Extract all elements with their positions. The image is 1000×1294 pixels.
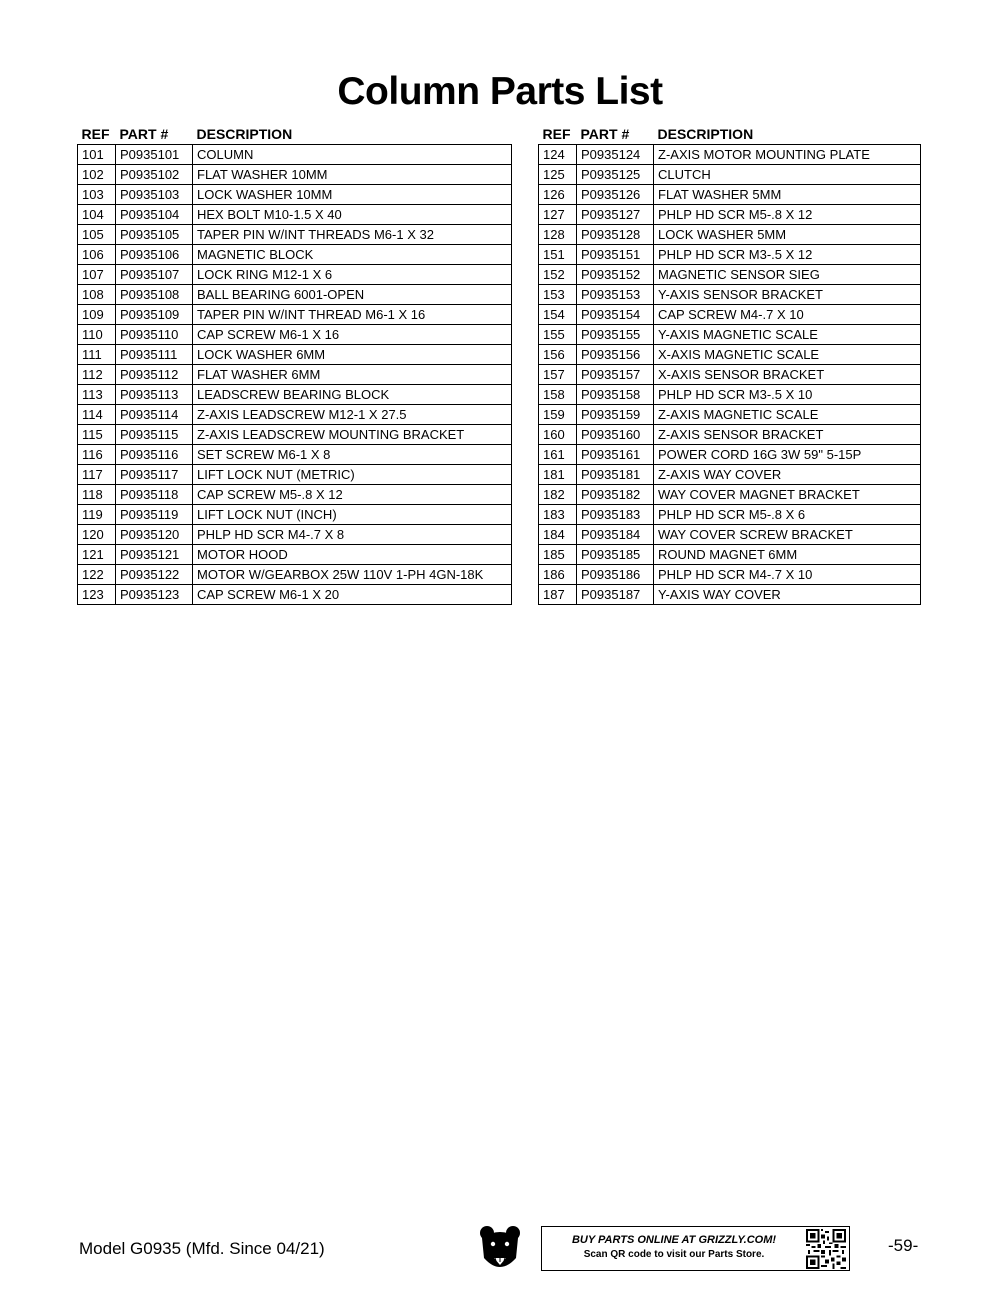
table-row: [539, 425, 921, 445]
ref-cell: 103: [78, 185, 116, 205]
table-row: [539, 225, 921, 245]
table-row: [539, 245, 921, 265]
part-number-cell: P0935101: [116, 145, 193, 165]
part-number-cell: P0935186: [577, 565, 654, 585]
ref-cell: 160: [539, 425, 577, 445]
ref-cell: 161: [539, 445, 577, 465]
table-row: [539, 165, 921, 185]
part-number-cell: P0935113: [116, 385, 193, 405]
ref-cell: 101: [78, 145, 116, 165]
description-cell: WAY COVER MAGNET BRACKET: [654, 485, 921, 505]
ref-cell: 158: [539, 385, 577, 405]
description-cell: CAP SCREW M5-.8 X 12: [193, 485, 512, 505]
bear-logo-icon: [478, 1224, 522, 1274]
table-row: [539, 545, 921, 565]
part-number-cell: P0935159: [577, 405, 654, 425]
description-cell: PHLP HD SCR M4-.7 X 10: [654, 565, 921, 585]
description-cell: Y-AXIS MAGNETIC SCALE: [654, 325, 921, 345]
ref-cell: 187: [539, 585, 577, 605]
table-row: [78, 465, 512, 485]
table-row: [78, 545, 512, 565]
part-number-cell: P0935158: [577, 385, 654, 405]
description-cell: LOCK WASHER 5MM: [654, 225, 921, 245]
description-cell: LIFT LOCK NUT (INCH): [193, 505, 512, 525]
ref-cell: 106: [78, 245, 116, 265]
scan-qr-text: Scan QR code to visit our Parts Store.: [583, 1249, 765, 1260]
description-cell: CAP SCREW M4-.7 X 10: [654, 305, 921, 325]
ref-cell: 113: [78, 385, 116, 405]
ref-cell: 124: [539, 145, 577, 165]
table-row: [539, 185, 921, 205]
table-row: [539, 205, 921, 225]
table-row: [78, 425, 512, 445]
description-header: DESCRIPTION: [657, 126, 754, 142]
description-cell: PHLP HD SCR M5-.8 X 12: [654, 205, 921, 225]
table-row: [539, 465, 921, 485]
description-cell: FLAT WASHER 6MM: [193, 365, 512, 385]
part-number-cell: P0935111: [116, 345, 193, 365]
part-number-cell: P0935118: [116, 485, 193, 505]
part-number-cell: P0935184: [577, 525, 654, 545]
table-row: [78, 285, 512, 305]
part-number-cell: P0935112: [116, 365, 193, 385]
table-row: [78, 525, 512, 545]
ref-cell: 155: [539, 325, 577, 345]
description-cell: Y-AXIS SENSOR BRACKET: [654, 285, 921, 305]
part-number-cell: P0935121: [116, 545, 193, 565]
description-cell: MAGNETIC SENSOR SIEG: [654, 265, 921, 285]
part-number-cell: P0935123: [116, 585, 193, 605]
table-row: [78, 245, 512, 265]
description-cell: MAGNETIC BLOCK: [193, 245, 512, 265]
part-number-cell: P0935181: [577, 465, 654, 485]
part-number-cell: P0935125: [577, 165, 654, 185]
part-number-cell: P0935119: [116, 505, 193, 525]
table-header: [539, 122, 921, 145]
description-cell: POWER CORD 16G 3W 59" 5-15P: [654, 445, 921, 465]
ref-cell: 108: [78, 285, 116, 305]
ref-cell: 104: [78, 205, 116, 225]
part-number-cell: P0935153: [577, 285, 654, 305]
description-cell: TAPER PIN W/INT THREAD M6-1 X 16: [193, 305, 512, 325]
ref-cell: 110: [78, 325, 116, 345]
part-number-cell: P0935109: [116, 305, 193, 325]
ref-cell: 116: [78, 445, 116, 465]
ref-cell: 115: [78, 425, 116, 445]
table-row: [78, 185, 512, 205]
parts-table-right: [538, 122, 921, 605]
ref-cell: 105: [78, 225, 116, 245]
part-number-cell: P0935155: [577, 325, 654, 345]
ref-cell: 112: [78, 365, 116, 385]
part-number-cell: P0935120: [116, 525, 193, 545]
ref-cell: 121: [78, 545, 116, 565]
table-row: [78, 405, 512, 425]
description-cell: FLAT WASHER 5MM: [654, 185, 921, 205]
description-cell: LIFT LOCK NUT (METRIC): [193, 465, 512, 485]
table-row: [78, 365, 512, 385]
table-row: [539, 565, 921, 585]
part-header: PART #: [119, 126, 169, 142]
ref-cell: 151: [539, 245, 577, 265]
description-cell: ROUND MAGNET 6MM: [654, 545, 921, 565]
ref-header: REF: [542, 126, 571, 142]
table-row: [539, 365, 921, 385]
table-row: [78, 305, 512, 325]
ref-cell: 117: [78, 465, 116, 485]
table-row: [78, 345, 512, 365]
table-row: [78, 325, 512, 345]
table-row: [78, 145, 512, 165]
description-cell: LOCK WASHER 6MM: [193, 345, 512, 365]
table-row: [539, 305, 921, 325]
table-row: [539, 405, 921, 425]
ref-cell: 125: [539, 165, 577, 185]
table-row: [78, 385, 512, 405]
table-row: [539, 325, 921, 345]
ref-cell: 102: [78, 165, 116, 185]
part-number-cell: P0935161: [577, 445, 654, 465]
ref-cell: 157: [539, 365, 577, 385]
part-number-cell: P0935116: [116, 445, 193, 465]
description-cell: CAP SCREW M6-1 X 16: [193, 325, 512, 345]
part-number-cell: P0935128: [577, 225, 654, 245]
description-cell: COLUMN: [193, 145, 512, 165]
part-number-cell: P0935154: [577, 305, 654, 325]
part-number-cell: P0935115: [116, 425, 193, 445]
ref-cell: 154: [539, 305, 577, 325]
description-header: DESCRIPTION: [196, 126, 293, 142]
ref-cell: 109: [78, 305, 116, 325]
table-row: [78, 205, 512, 225]
description-cell: X-AXIS MAGNETIC SCALE: [654, 345, 921, 365]
table-row: [78, 265, 512, 285]
table-row: [78, 485, 512, 505]
ref-cell: 152: [539, 265, 577, 285]
ref-cell: 184: [539, 525, 577, 545]
description-cell: PHLP HD SCR M3-.5 X 10: [654, 385, 921, 405]
ref-cell: 107: [78, 265, 116, 285]
ref-cell: 186: [539, 565, 577, 585]
ref-cell: 118: [78, 485, 116, 505]
part-number-cell: P0935114: [116, 405, 193, 425]
table-row: [78, 165, 512, 185]
part-number-cell: P0935182: [577, 485, 654, 505]
ref-cell: 183: [539, 505, 577, 525]
table-row: [539, 585, 921, 605]
part-number-cell: P0935152: [577, 265, 654, 285]
ref-cell: 185: [539, 545, 577, 565]
part-number-cell: P0935110: [116, 325, 193, 345]
page-number: -59-: [888, 1236, 919, 1255]
part-number-cell: P0935126: [577, 185, 654, 205]
description-cell: WAY COVER SCREW BRACKET: [654, 525, 921, 545]
part-number-cell: P0935185: [577, 545, 654, 565]
ref-cell: 114: [78, 405, 116, 425]
description-cell: MOTOR W/GEARBOX 25W 110V 1-PH 4GN-18K: [193, 565, 512, 585]
part-number-cell: P0935156: [577, 345, 654, 365]
table-row: [539, 445, 921, 465]
description-cell: PHLP HD SCR M5-.8 X 6: [654, 505, 921, 525]
ref-cell: 159: [539, 405, 577, 425]
description-cell: Z-AXIS LEADSCREW M12-1 X 27.5: [193, 405, 512, 425]
part-number-cell: P0935108: [116, 285, 193, 305]
description-cell: LOCK RING M12-1 X 6: [193, 265, 512, 285]
table-row: [539, 145, 921, 165]
table-row: [539, 385, 921, 405]
ref-cell: 128: [539, 225, 577, 245]
ref-cell: 119: [78, 505, 116, 525]
ref-cell: 126: [539, 185, 577, 205]
description-cell: LOCK WASHER 10MM: [193, 185, 512, 205]
ref-cell: 182: [539, 485, 577, 505]
buy-parts-text: BUY PARTS ONLINE AT GRIZZLY.COM!: [571, 1234, 777, 1246]
table-row: [78, 505, 512, 525]
description-cell: X-AXIS SENSOR BRACKET: [654, 365, 921, 385]
part-number-cell: P0935102: [116, 165, 193, 185]
description-cell: FLAT WASHER 10MM: [193, 165, 512, 185]
page-title: Column Parts List: [337, 70, 663, 113]
part-number-cell: P0935127: [577, 205, 654, 225]
table-row: [78, 585, 512, 605]
part-number-cell: P0935183: [577, 505, 654, 525]
part-number-cell: P0935151: [577, 245, 654, 265]
description-cell: LEADSCREW BEARING BLOCK: [193, 385, 512, 405]
qr-code-icon[interactable]: [806, 1229, 846, 1269]
part-number-cell: P0935103: [116, 185, 193, 205]
ref-cell: 120: [78, 525, 116, 545]
description-cell: Y-AXIS WAY COVER: [654, 585, 921, 605]
table-row: [539, 505, 921, 525]
description-cell: TAPER PIN W/INT THREADS M6-1 X 32: [193, 225, 512, 245]
description-cell: BALL BEARING 6001-OPEN: [193, 285, 512, 305]
table-row: [78, 445, 512, 465]
ref-cell: 123: [78, 585, 116, 605]
description-cell: CLUTCH: [654, 165, 921, 185]
table-header: [78, 122, 512, 145]
table-row: [539, 485, 921, 505]
part-number-cell: P0935160: [577, 425, 654, 445]
ref-cell: 156: [539, 345, 577, 365]
part-number-cell: P0935106: [116, 245, 193, 265]
table-row: [78, 225, 512, 245]
description-cell: PHLP HD SCR M3-.5 X 12: [654, 245, 921, 265]
description-cell: Z-AXIS MAGNETIC SCALE: [654, 405, 921, 425]
ref-cell: 122: [78, 565, 116, 585]
part-number-cell: P0935122: [116, 565, 193, 585]
description-cell: CAP SCREW M6-1 X 20: [193, 585, 512, 605]
ref-header: REF: [81, 126, 110, 142]
part-number-cell: P0935157: [577, 365, 654, 385]
ref-cell: 153: [539, 285, 577, 305]
ref-cell: 127: [539, 205, 577, 225]
description-cell: Z-AXIS WAY COVER: [654, 465, 921, 485]
description-cell: Z-AXIS SENSOR BRACKET: [654, 425, 921, 445]
parts-table-left: [77, 122, 512, 605]
part-number-cell: P0935124: [577, 145, 654, 165]
description-cell: PHLP HD SCR M4-.7 X 8: [193, 525, 512, 545]
description-cell: Z-AXIS MOTOR MOUNTING PLATE: [654, 145, 921, 165]
part-number-cell: P0935107: [116, 265, 193, 285]
description-cell: HEX BOLT M10-1.5 X 40: [193, 205, 512, 225]
description-cell: MOTOR HOOD: [193, 545, 512, 565]
parts-store-banner[interactable]: [541, 1226, 850, 1271]
part-number-cell: P0935187: [577, 585, 654, 605]
description-cell: Z-AXIS LEADSCREW MOUNTING BRACKET: [193, 425, 512, 445]
table-row: [539, 265, 921, 285]
description-cell: SET SCREW M6-1 X 8: [193, 445, 512, 465]
table-row: [539, 525, 921, 545]
ref-cell: 111: [78, 345, 116, 365]
part-header: PART #: [580, 126, 630, 142]
model-label: Model G0935 (Mfd. Since 04/21): [79, 1239, 325, 1258]
ref-cell: 181: [539, 465, 577, 485]
table-row: [539, 345, 921, 365]
table-row: [78, 565, 512, 585]
part-number-cell: P0935117: [116, 465, 193, 485]
table-row: [539, 285, 921, 305]
part-number-cell: P0935104: [116, 205, 193, 225]
part-number-cell: P0935105: [116, 225, 193, 245]
